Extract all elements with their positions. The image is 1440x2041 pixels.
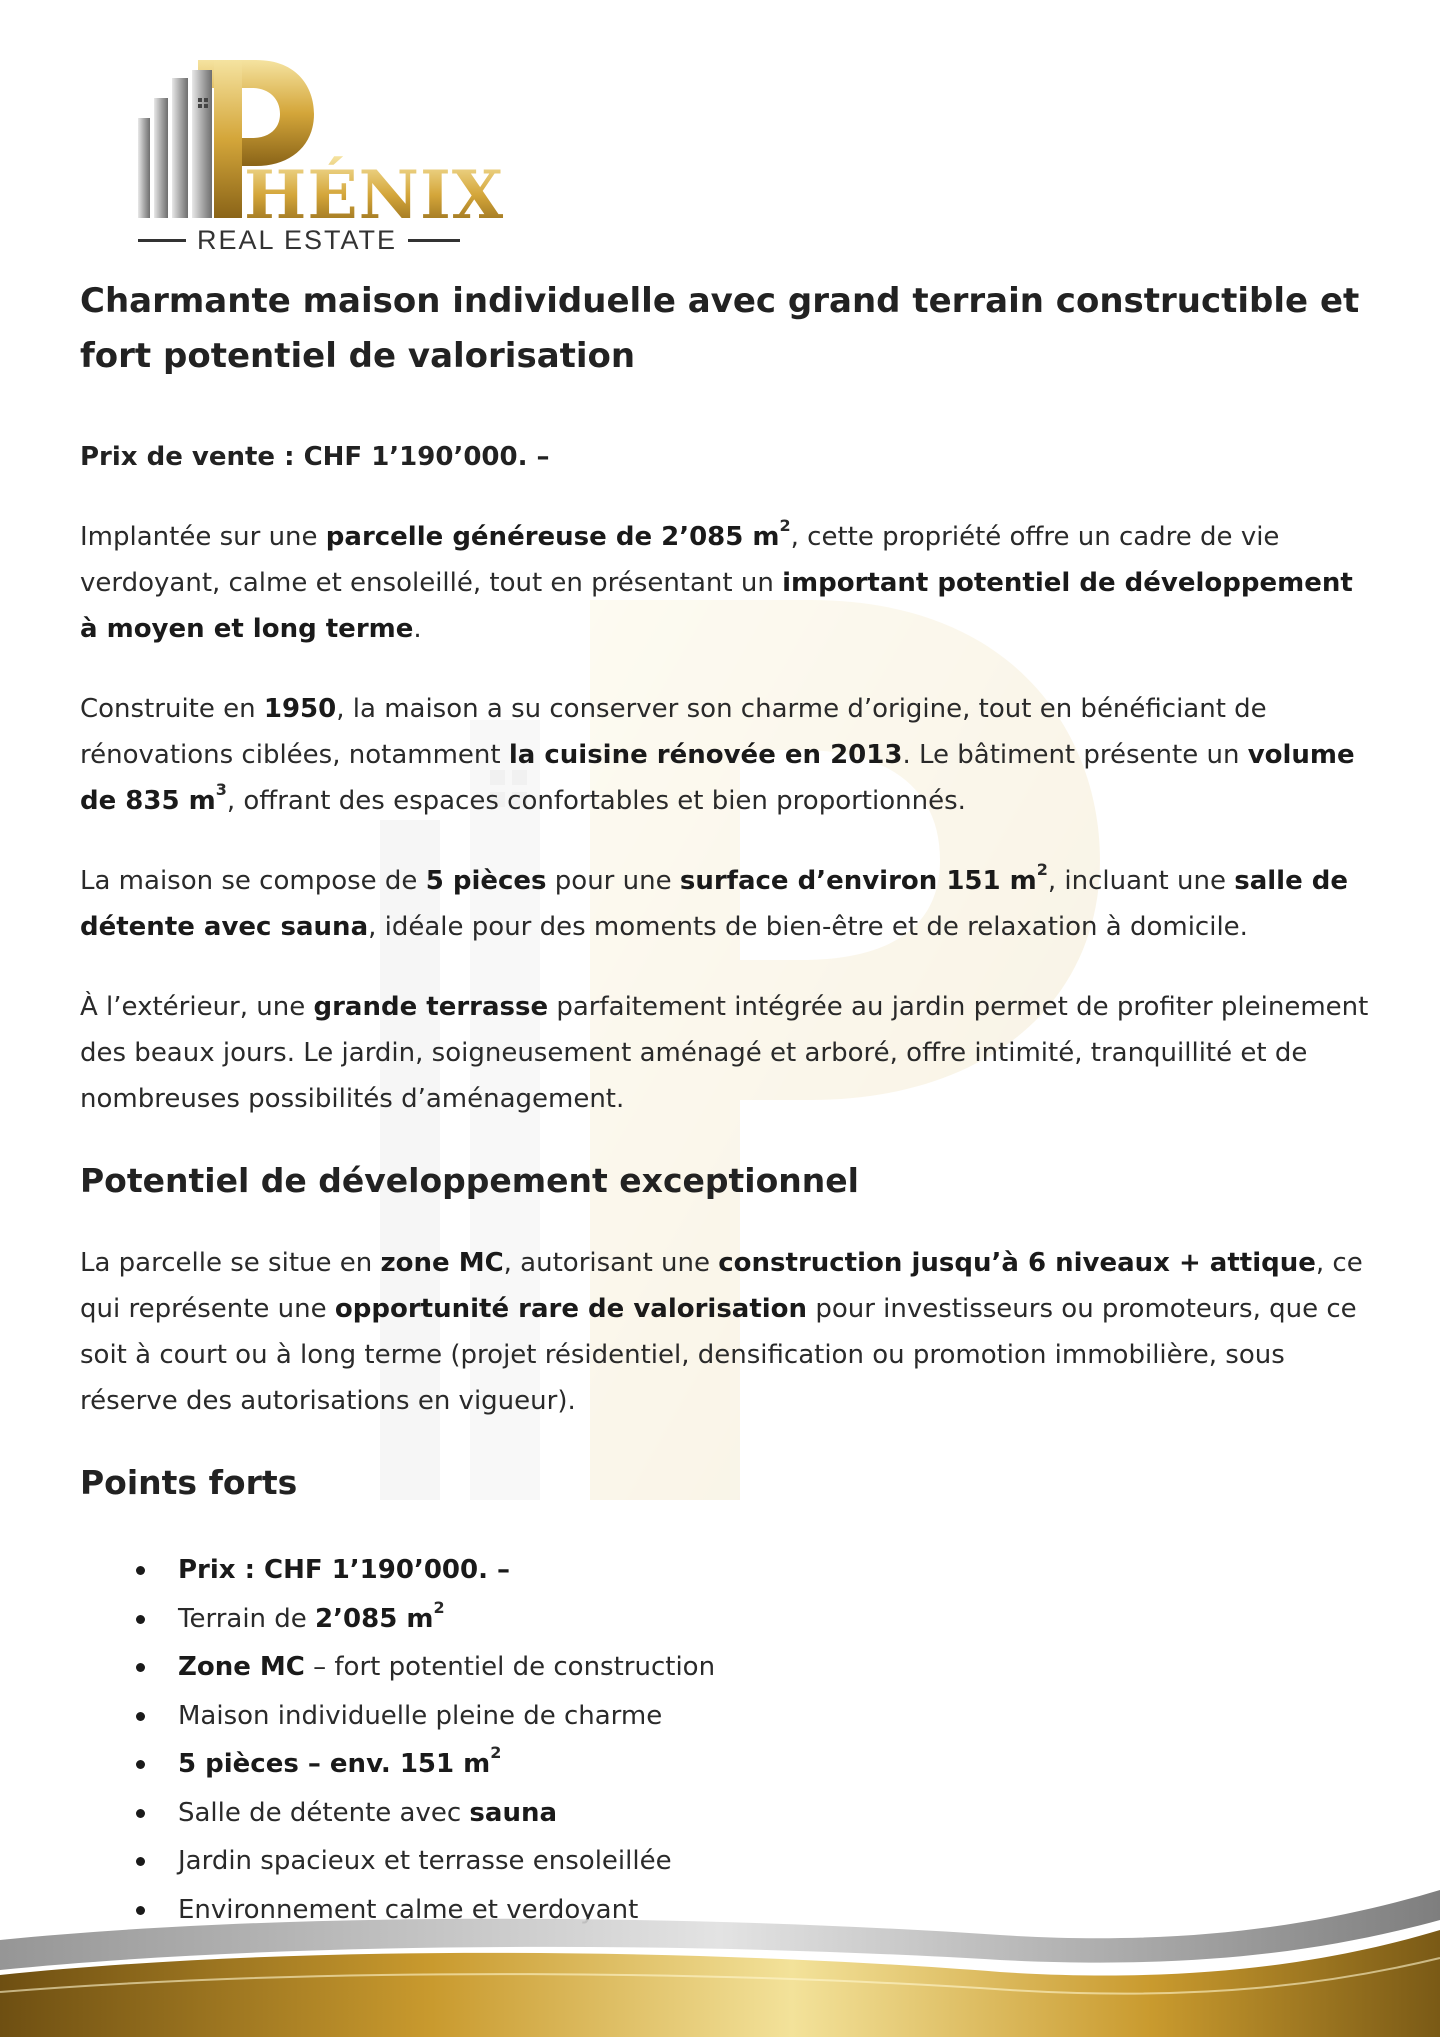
list-item: Jardin spacieux et terrasse ensoleillée bbox=[178, 1837, 1370, 1886]
list-item: Zone MC – fort potentiel de construction bbox=[178, 1643, 1370, 1692]
intro-paragraph: Implantée sur une parcelle généreuse de 2’085 $m^2$, cette propriété offre un cadre de vie verdoyant, calme et ensoleillé, tout en présentant un important potentiel de développement à moyen et long terme. bbox=[80, 516, 1353, 644]
list-item: 5 pièces – env. 151 $m^2$ bbox=[178, 1740, 1370, 1789]
list-item: Terrain de 2’085 $m^2$ bbox=[178, 1595, 1370, 1644]
list-item: Salle de détente avec sauna bbox=[178, 1789, 1370, 1838]
logo-tagline: REAL ESTATE bbox=[196, 225, 398, 255]
listing-title: Charmante maison individuelle avec grand terrain constructible et fort potentiel de valorisation bbox=[80, 281, 1360, 376]
bullet-icon bbox=[136, 1615, 145, 1624]
rooms-paragraph: La maison se compose de 5 pièces pour une surface d’environ 151 $m^2$, incluant une salle de détente avec sauna, idéale pour des moments de bien-être et de relaxation à domicile. bbox=[80, 860, 1349, 942]
list-item: Prix : CHF 1’190’000. – bbox=[178, 1546, 1370, 1595]
sale-price: Prix de vente : CHF 1’190’000. – bbox=[80, 442, 550, 472]
bullet-icon bbox=[136, 1566, 145, 1575]
bullet-icon bbox=[136, 1760, 145, 1769]
bullet-icon bbox=[136, 1712, 145, 1721]
listing-content bbox=[80, 274, 1370, 1934]
construction-paragraph: Construite en 1950, la maison a su conserver son charme d’origine, tout en bénéficiant de rénovations ciblées, notamment la cuisine rénovée en 2013. Le bâtiment présente un volume de 835 $m^3$, offrant des espaces confortables et bien proportionnés. bbox=[80, 694, 1355, 816]
bullet-icon bbox=[136, 1663, 145, 1672]
svg-text:HÉNIX: HÉNIX bbox=[244, 156, 505, 234]
development-heading: Potentiel de développement exceptionnel bbox=[80, 1161, 859, 1200]
footer-swoosh bbox=[0, 1880, 1440, 2037]
highlights-heading: Points forts bbox=[80, 1463, 298, 1502]
highlights-list bbox=[80, 1546, 1370, 1934]
exterior-paragraph: À l’extérieur, une grande terrasse parfaitement intégrée au jardin permet de profiter pleinement des beaux jours. Le jardin, soigneusement aménagé et arboré, offre intimité, tranquillité et de nombreuses possibilités d’aménagement. bbox=[80, 992, 1369, 1114]
development-paragraph: La parcelle se situe en zone MC, autorisant une construction jusqu’à 6 niveaux + attique, ce qui représente une opportunité rare de valorisation pour investisseurs ou promoteurs, que ce soit à court ou à long terme (projet résidentiel, densification ou promotion immobilière, sous réserve des autorisations en vigueur). bbox=[80, 1248, 1363, 1416]
bullet-icon bbox=[136, 1809, 145, 1818]
list-item: Environnement calme et verdoyant bbox=[178, 1886, 1370, 1935]
company-logo bbox=[138, 58, 505, 258]
bullet-icon bbox=[136, 1857, 145, 1866]
list-item: Maison individuelle pleine de charme bbox=[178, 1692, 1370, 1741]
